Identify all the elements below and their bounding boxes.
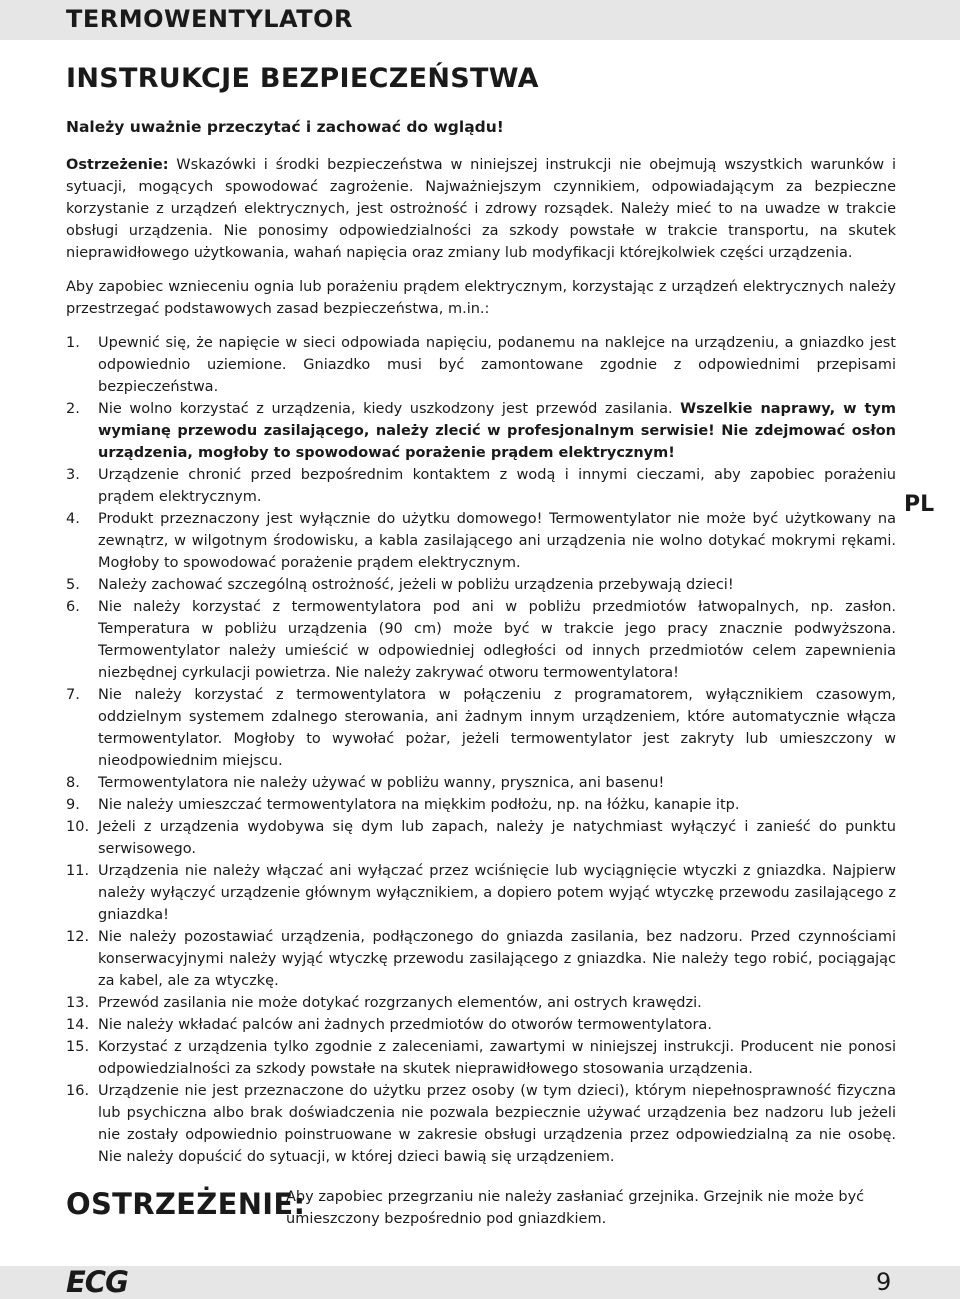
- rule-text: Jeżeli z urządzenia wydobywa się dym lub zapach, należy je natychmiast wyłączyć i zanieść do punktu serwisowego.: [98, 819, 896, 857]
- rule-text-container: [98, 398, 896, 464]
- warning-box: [66, 1186, 896, 1236]
- list-item: [66, 992, 896, 1014]
- list-item: [66, 1014, 896, 1036]
- list-item: [66, 926, 896, 992]
- rule-text: Nie należy wkładać palców ani żadnych przedmiotów do otworów termowentylatora.: [98, 1017, 712, 1033]
- rule-text: Nie należy korzystać z termowentylatora w połączeniu z programatorem, wyłącznikiem czasowym, oddzielnym systemem zdalnego sterowania, ani żadnym innym urządzeniem, które automatycznie włącza termowentylator. Mogłoby to wywołać pożar, jeżeli termowentylator jest zakryty lub umieszczony w nieodpowiednim miejscu.: [98, 687, 896, 769]
- intro-label: Ostrzeżenie:: [66, 157, 169, 173]
- rule-number: 4.: [66, 511, 80, 527]
- rule-bold-warning: Wszelkie naprawy, w tym wymianę przewodu zasilającego, należy zlecić w profesjonalnym serwisie! Nie zdejmować osłon urządzenia, mogłoby to spowodować porażenie prądem elektrycznym!: [98, 401, 896, 461]
- rule-text: Urządzenia nie należy włączać ani wyłączać przez wciśnięcie lub wyciągnięcie wtyczki z gniazdka. Najpierw należy wyłączyć urządzenie głównym wyłącznikiem, a dopiero potem wyjąć wtyczkę przewodu zasilającego z gniazdka!: [98, 863, 896, 923]
- rule-number: 6.: [66, 599, 80, 615]
- rule-number: 10.: [66, 819, 90, 835]
- rule-text: Upewnić się, że napięcie w sieci odpowiada napięciu, podanemu na naklejce na urządzeniu, a gniazdko jest odpowiednio uziemione. Gniazdko musi być zamontowane zgodnie z odpowiednimi przepisami bezpieczeństwa.: [98, 335, 896, 395]
- main-content: [66, 62, 896, 1168]
- list-item: [66, 1036, 896, 1080]
- rule-number: 3.: [66, 467, 80, 483]
- list-item: [66, 684, 896, 772]
- product-title: TERMOWENTYLATOR: [66, 5, 353, 33]
- rule-text: Nie wolno korzystać z urządzenia, kiedy uszkodzony jest przewód zasilania.: [98, 401, 681, 417]
- rule-number: 13.: [66, 995, 90, 1011]
- rule-number: 9.: [66, 797, 80, 813]
- rule-number: 5.: [66, 577, 80, 593]
- footer-band: [0, 1266, 960, 1299]
- list-item: [66, 508, 896, 574]
- intro-paragraph: [66, 154, 896, 264]
- header-band: [0, 0, 960, 40]
- rule-text: Nie należy korzystać z termowentylatora pod ani w pobliżu przedmiotów łatwopalnych, np. zasłon. Temperatura w pobliżu urządzenia (90 cm) może być w trakcie jego pracy znacznie podwyższona. Termowentylator należy umieścić w odpowiedniej odległości od innych przedmiotów celem zapewnienia niezbędnej cyrkulacji powietrza. Nie należy zakrywać otworu termowentylatora!: [98, 599, 896, 681]
- language-tag: PL: [904, 492, 935, 517]
- brand-logo: ECG: [66, 1265, 128, 1299]
- rule-text: Urządzenie nie jest przeznaczone do użytku przez osoby (w tym dzieci), którym niepełnosprawność fizyczna lub psychiczna albo brak doświadczenia nie pozwala bezpiecznie używać urządzenia bez nadzoru lub jeżeli nie zostały odpowiednio poinstruowane w zakresie obsługi urządzenia przez odpowiedzialną za nie osobę. Nie należy dopuścić do sytuacji, w której dzieci bawią się urządzeniem.: [98, 1083, 896, 1165]
- list-item: [66, 860, 896, 926]
- list-item: [66, 1080, 896, 1168]
- rule-text: Nie należy pozostawiać urządzenia, podłączonego do gniazda zasilania, bez nadzoru. Przed czynnościami konserwacyjnymi należy wyjąć wtyczkę przewodu zasilającego z gniazdka. Nie należy tego robić, pociągając za kabel, ale za wtyczkę.: [98, 929, 896, 989]
- list-item: [66, 772, 896, 794]
- page-number: 9: [876, 1268, 892, 1296]
- list-item: [66, 464, 896, 508]
- list-item: [66, 574, 896, 596]
- rule-text: Produkt przeznaczony jest wyłącznie do użytku domowego! Termowentylator nie może być użytkowany na zewnątrz, w wilgotnym środowisku, a kabla zasilającego ani urządzenia nie wolno dotykać mokrymi rękami. Mogłoby to spowodować porażenie prądem elektrycznym.: [98, 511, 896, 571]
- rule-text: Termowentylatora nie należy używać w pobliżu wanny, prysznica, ani basenu!: [98, 775, 665, 791]
- rule-number: 14.: [66, 1017, 90, 1033]
- rule-text: Urządzenie chronić przed bezpośrednim kontaktem z wodą i innymi cieczami, aby zapobiec porażeniu prądem elektrycznym.: [98, 467, 896, 505]
- intro-text: Wskazówki i środki bezpieczeństwa w niniejszej instrukcji nie obejmują wszystkich warunków i sytuacji, mogących spowodować zagrożenie. Najważniejszym czynnikiem, odpowiadającym za bezpieczne korzystanie z urządzeń elektrycznych, jest ostrożność i zdrowy rozsądek. Należy mieć to na uwadze w trakcie obsługi urządzenia. Nie ponosimy odpowiedzialności za szkody powstałe w trakcie transportu, na skutek nieprawidłowego użytkowania, wahań napięcia oraz zmiany lub modyfikacji którejkolwiek części urządzenia.: [66, 157, 896, 261]
- basic-rules-paragraph: Aby zapobiec wznieceniu ognia lub porażeniu prądem elektrycznym, korzystając z urządzeń elektrycznych należy przestrzegać podstawowych zasad bezpieczeństwa, m.in.:: [66, 279, 896, 317]
- safety-rules-list: [66, 332, 896, 1168]
- rule-number: 11.: [66, 863, 90, 879]
- rule-text: Należy zachować szczególną ostrożność, jeżeli w pobliżu urządzenia przebywają dzieci!: [98, 577, 734, 593]
- list-item: [66, 332, 896, 398]
- warning-text: Aby zapobiec przegrzaniu nie należy zasłaniać grzejnika. Grzejnik nie może być umieszczony bezpośrednio pod gniazdkiem.: [286, 1189, 865, 1227]
- rule-number: 1.: [66, 335, 80, 351]
- rule-number: 12.: [66, 929, 90, 945]
- rule-number: 15.: [66, 1039, 90, 1055]
- rule-text: Nie należy umieszczać termowentylatora na miękkim podłożu, np. na łóżku, kanapie itp.: [98, 797, 740, 813]
- section-heading: INSTRUKCJE BEZPIECZEŃSTWA: [66, 63, 539, 94]
- list-item: [66, 398, 896, 464]
- list-item: [66, 794, 896, 816]
- rule-number: 16.: [66, 1083, 90, 1099]
- rule-number: 7.: [66, 687, 80, 703]
- rule-number: 2.: [66, 401, 80, 417]
- warning-label: OSTRZEŻENIE:: [66, 1187, 306, 1221]
- list-item: [66, 596, 896, 684]
- rule-number: 8.: [66, 775, 80, 791]
- list-item: [66, 816, 896, 860]
- rule-text: Przewód zasilania nie może dotykać rozgrzanych elementów, ani ostrych krawędzi.: [98, 995, 702, 1011]
- rule-text: Korzystać z urządzenia tylko zgodnie z zaleceniami, zawartymi w niniejszej instrukcji. Producent nie ponosi odpowiedzialności za szkody powstałe na skutek nieprawidłowego stosowania urządzenia.: [98, 1039, 896, 1077]
- read-and-keep-note: Należy uważnie przeczytać i zachować do wglądu!: [66, 118, 504, 136]
